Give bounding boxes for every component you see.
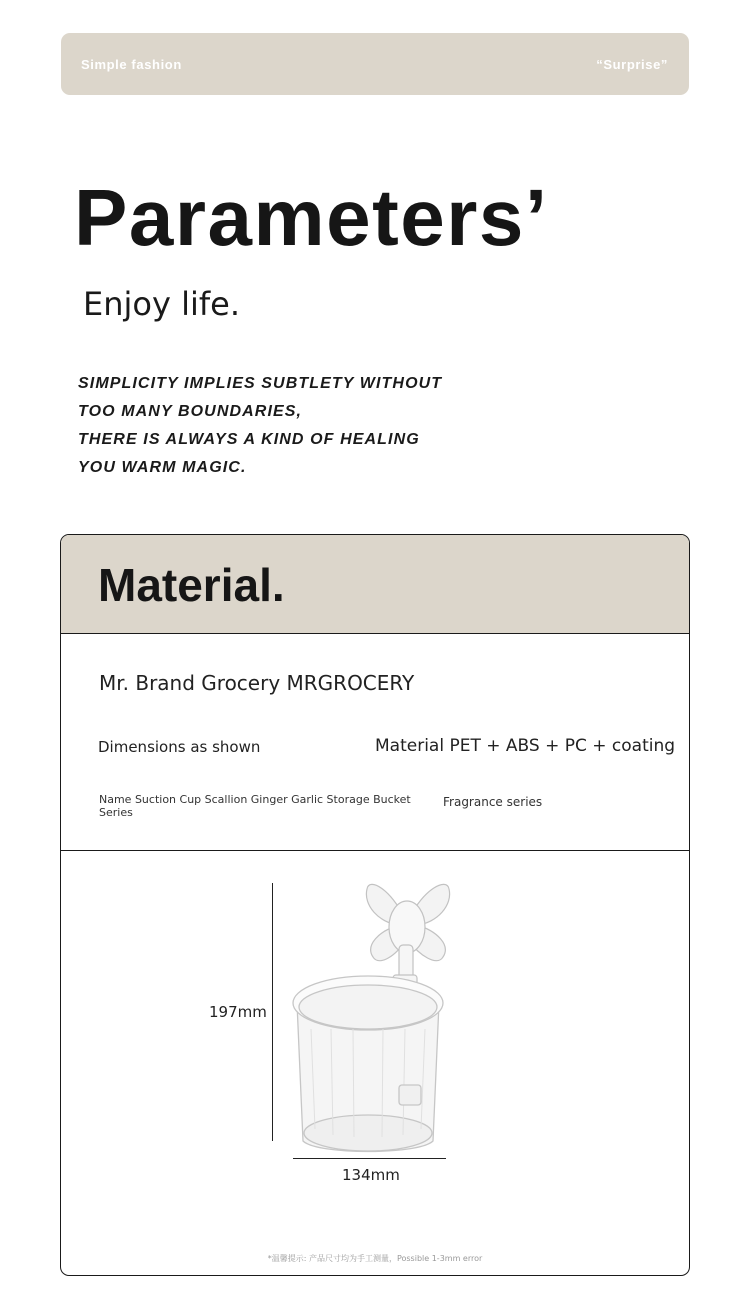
top-banner bbox=[61, 33, 689, 95]
banner-right-text: “Surprise” bbox=[596, 57, 668, 72]
bottom-strip bbox=[189, 1271, 555, 1276]
width-dimension-line bbox=[293, 1158, 446, 1159]
height-dimension-line bbox=[272, 883, 273, 1141]
material-text: Material PET + ABS + PC + coating bbox=[375, 736, 676, 756]
banner-left-text: Simple fashion bbox=[81, 57, 182, 72]
product-name-text: Name Suction Cup Scallion Ginger Garlic Storage Bucket Series bbox=[99, 793, 411, 819]
spec-section bbox=[61, 634, 689, 851]
material-card bbox=[60, 534, 690, 1276]
page-title: Parameters’ bbox=[74, 173, 549, 262]
dimension-figure bbox=[61, 851, 689, 1275]
material-heading: Material. bbox=[98, 559, 285, 611]
slogan bbox=[78, 370, 442, 482]
storage-bucket-image bbox=[287, 879, 457, 1154]
series-text: Fragrance series bbox=[443, 795, 543, 809]
dimensions-text: Dimensions as shown bbox=[98, 738, 261, 756]
slogan-line: SIMPLICITY IMPLIES SUBTLETY WITHOUT bbox=[78, 375, 443, 392]
brand-text: Mr. Brand Grocery MRGROCERY bbox=[99, 671, 415, 695]
measurement-note: *温馨提示: 产品尺寸均为手工测量，Possible 1-3mm error bbox=[267, 1254, 483, 1263]
subtitle: Enjoy life. bbox=[83, 285, 240, 323]
width-label: 134mm bbox=[342, 1166, 400, 1184]
slogan-line: THERE IS ALWAYS A KIND OF HEALING bbox=[78, 431, 420, 448]
slogan-line: TOO MANY BOUNDARIES, bbox=[78, 403, 303, 420]
material-card-header bbox=[61, 535, 689, 634]
slogan-line: YOU WARM MAGIC. bbox=[78, 459, 247, 476]
height-label: 197mm bbox=[209, 1003, 267, 1021]
